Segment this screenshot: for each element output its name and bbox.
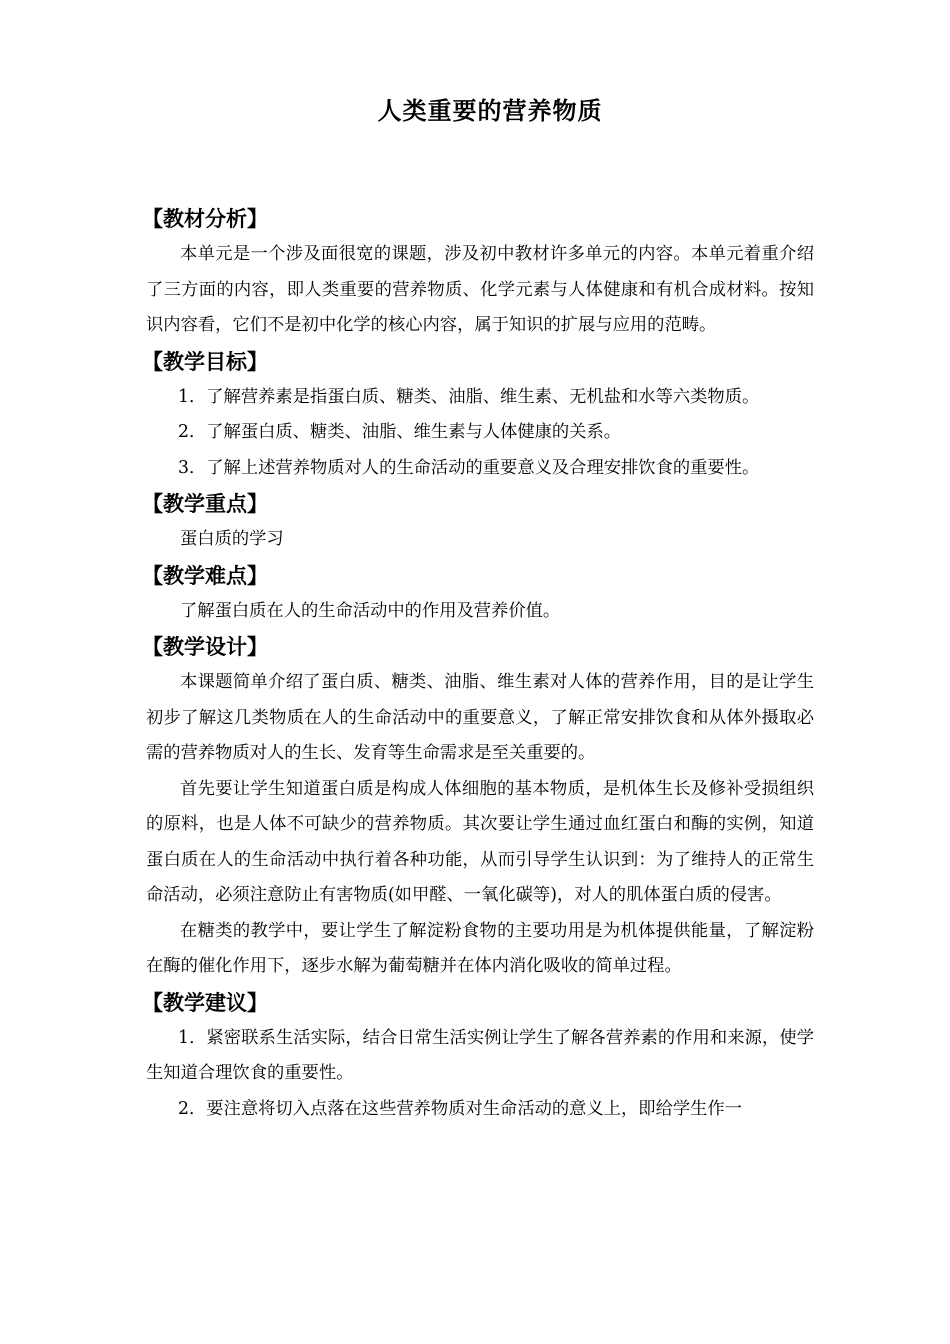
- list-item: 1．紧密联系生活实际，结合日常生活实例让学生了解各营养素的作用和来源，使学生知道合理饮食的重要性。: [146, 1027, 814, 1083]
- paragraph: 了解蛋白质在人的生命活动中的作用及营养价值。: [180, 600, 561, 621]
- paragraph: 首先要让学生知道蛋白质是构成人体细胞的基本物质，是机体生长及修补受损组织的原料，也是人体不可缺少的营养物质。其次要让学生通过血红蛋白和酶的实例，知道蛋白质在人的生命活动中执行着各种功能，从而引导学生认识到：为了维持人的正常生命活动，必须注意防止有害物质(如甲醛、一氧化碳等)，对人的肌体蛋白质的侵害。: [146, 778, 814, 905]
- paragraph: 本单元是一个涉及面很宽的课题，涉及初中教材许多单元的内容。本单元着重介绍了三方面的内容，即人类重要的营养物质、化学元素与人体健康和有机合成材料。按知识内容看，它们不是初中化学的核心内容，属于知识的扩展与应用的范畴。: [146, 244, 814, 335]
- section-key-points: [142, 486, 814, 558]
- section-teaching-suggestions: [142, 985, 814, 1128]
- section-teaching-design: [142, 629, 814, 985]
- section-textbook-analysis: [142, 201, 814, 344]
- section-heading: 【教学难点】: [142, 563, 268, 588]
- section-difficulties: [142, 558, 814, 630]
- section-heading: 【教学重点】: [142, 492, 268, 516]
- section-heading: 【教学设计】: [142, 635, 268, 659]
- list-item: 1．了解营养素是指蛋白质、糖类、油脂、维生素、无机盐和水等六类物质。: [178, 386, 760, 407]
- section-heading: 【教材分析】: [142, 207, 268, 231]
- document-body: [142, 201, 814, 1127]
- document-title: 人类重要的营养物质: [377, 97, 603, 125]
- paragraph: 在糖类的教学中，要让学生了解淀粉食物的主要功用是为机体提供能量，了解淀粉在酶的催化作用下，逐步水解为葡萄糖并在体内消化吸收的简单过程。: [146, 920, 814, 976]
- section-heading: 【教学目标】: [142, 349, 268, 374]
- list-item: 2．了解蛋白质、糖类、油脂、维生素与人体健康的关系。: [178, 422, 622, 442]
- paragraph: 蛋白质的学习: [180, 529, 284, 549]
- paragraph: 本课题简单介绍了蛋白质、糖类、油脂、维生素对人体的营养作用，目的是让学生初步了解这几类物质在人的生命活动中的重要意义，了解正常安排饮食和从体外摄取必需的营养物质对人的生长、发育等生命需求是至关重要的。: [146, 672, 814, 763]
- section-teaching-goals: [142, 344, 814, 487]
- section-heading: 【教学建议】: [142, 990, 268, 1015]
- list-item: 3．了解上述营养物质对人的生命活动的重要意义及合理安排饮食的重要性。: [178, 457, 760, 478]
- list-item: 2．要注意将切入点落在这些营养物质对生命活动的意义上，即给学生作一: [178, 1098, 742, 1119]
